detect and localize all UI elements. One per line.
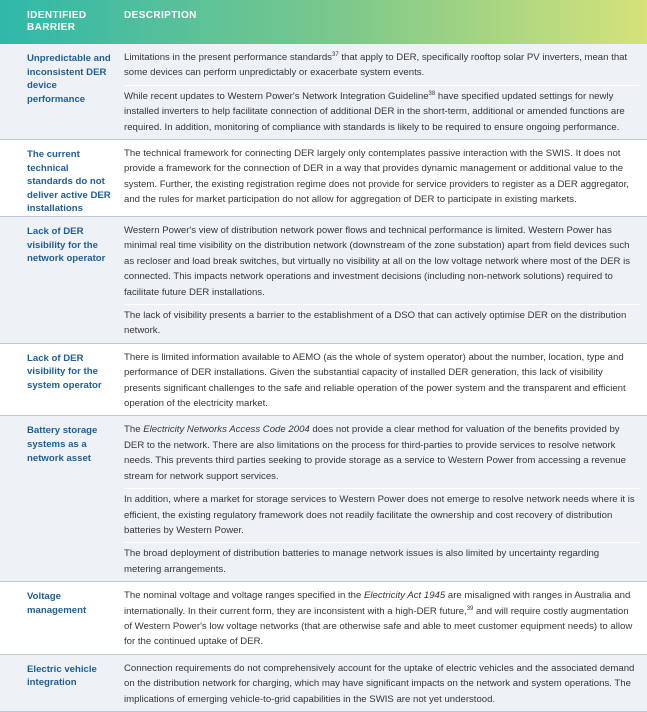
footnote-ref: 37 xyxy=(331,51,339,58)
text-run: There is limited information available to AEMO (as the whole of system operator) about the number, location, type and performance of DER installations. Given the substantial capacity of installed DER generation, this lack of visibility presents significant challenges to the safe and reliable operation of the power system and the transparent and efficient operation of the electricity market. xyxy=(124,351,626,410)
header-description: DESCRIPTION xyxy=(124,10,197,21)
text-run: The nominal voltage and voltage ranges specified in the xyxy=(124,590,364,602)
barrier-label: Lack of DER visibility for the network operator xyxy=(27,226,106,265)
text-run: Connection requirements do not comprehensively account for the uptake of electric vehicles and the associated demand on the distribution network for charging, which may have significant impacts on the network and system operations. The implications of emerging vehicle-to-grid capabilities in the SWIS are not yet understood. xyxy=(124,662,635,705)
text-run: The broad deployment of distribution batteries to manage network issues is also limited by uncertainty regarding metering arrangements. xyxy=(124,548,600,575)
text-run: Limitations in the present performance standards xyxy=(124,52,332,63)
text-run: Western Power's view of distribution network power flows and technical performance is limited. Western Power has minimal real time visibility on the distribution network (downstream of the zone substation) apart from field devices such as recloser and load break switches, but virtually no visibility at all on the low voltage network where most of the DER is connected. This impacts network operations and investment decisions (including non-network solutions) required to facilitate future DER installations. xyxy=(124,225,631,298)
header-identified-barrier xyxy=(0,0,122,44)
description-cell xyxy=(122,217,647,343)
text-run: Electricity Networks Access Code 2004 xyxy=(143,424,310,436)
description-paragraph xyxy=(124,304,639,343)
table-row xyxy=(0,140,647,217)
description-paragraph xyxy=(124,542,639,581)
description-paragraph xyxy=(124,146,639,212)
text-run: The lack of visibility presents a barrier to the establishment of a DSO that can actively optimise DER on the distribution network. xyxy=(124,310,627,337)
description-paragraph xyxy=(124,661,639,711)
text-run: The technical framework for connecting DER largely only contemplates passive interaction with the SWIS. It does not provide a framework for the connection of DER in a way that provides dynamic management or additional value to the system. Further, the existing registration regime does not provide for service providers to register as a DER aggregator, and the rules for market participation do not allow for aggregation of DER to participate in existing markets. xyxy=(124,148,629,206)
table-row xyxy=(0,344,647,417)
footnote-ref: 38 xyxy=(428,90,436,97)
description-paragraph xyxy=(124,488,639,542)
description-paragraph xyxy=(124,85,639,139)
table-row xyxy=(0,44,647,140)
table-row xyxy=(0,217,647,344)
table-body xyxy=(0,44,647,712)
description-paragraph xyxy=(124,350,639,416)
description-paragraph xyxy=(124,223,639,304)
table-row xyxy=(0,655,647,712)
barrier-label: Voltage management xyxy=(27,591,87,616)
description-cell xyxy=(122,582,647,654)
text-run: have specified updated settings for newly installed inverters to help facilitate connection of additional DER in the short-term, additional or amended functions are required. In addition, monitoring of compliance with standards is likely to be required to ensure ongoing performance. xyxy=(124,90,625,133)
description-paragraph xyxy=(124,422,639,488)
barrier-label: Lack of DER visibility for the system operator xyxy=(27,352,102,392)
text-run: and will require costly augmentation of Western Power's low voltage networks (that are otherwise safe and able to meet customer equipment needs) to allow for the continued uptake of DER. xyxy=(124,605,633,648)
table-row xyxy=(0,582,647,655)
header-col1-line2: BARRIER xyxy=(27,22,76,33)
footnote-ref: 39 xyxy=(466,605,474,612)
table-row xyxy=(0,416,647,582)
text-run: that apply to DER, specifically rooftop solar PV inverters, mean that some devices can perform unpredictably or exacerbate system events. xyxy=(124,52,628,79)
barrier-label: The current technical standards do not deliver active DER installations xyxy=(27,149,111,215)
text-run: does not provide a clear method for valuation of the benefits provided by DER to the network. There are also limitations on the process for third-parties to provide services to resolve network needs. This prevents third parties seeking to provide storage as a service to Western Power from accessing a revenue stream for network support services. xyxy=(124,424,626,482)
description-cell xyxy=(122,344,647,416)
description-cell xyxy=(122,44,647,139)
barrier-label: Electric vehicle integration xyxy=(27,663,97,689)
description-paragraph xyxy=(124,50,639,85)
text-run: are misaligned with ranges in Australia and internationally. In their current form, they are inconsistent with a high-DER future, xyxy=(124,590,631,617)
text-run: Electricity Act 1945 xyxy=(364,590,446,602)
table-header xyxy=(0,0,647,44)
description-paragraph xyxy=(124,588,639,654)
text-run: The xyxy=(124,424,144,436)
text-run: In addition, where a market for storage services to Western Power does not emerge to resolve network needs where it is efficient, the existing regulatory framework does not readily facilitate the ownership and cost recovery of distribution batteries by Western Power. xyxy=(124,494,635,536)
barrier-label: Unpredictable and inconsistent DER device performance xyxy=(27,53,111,105)
description-cell xyxy=(122,416,647,581)
header-col1-line1: IDENTIFIED xyxy=(27,10,87,21)
description-cell xyxy=(122,140,647,216)
text-run: While recent updates to Western Power's Network Integration Guideline xyxy=(124,90,429,102)
description-cell xyxy=(122,655,647,711)
barrier-label: Battery storage systems as a network asset xyxy=(27,425,98,464)
